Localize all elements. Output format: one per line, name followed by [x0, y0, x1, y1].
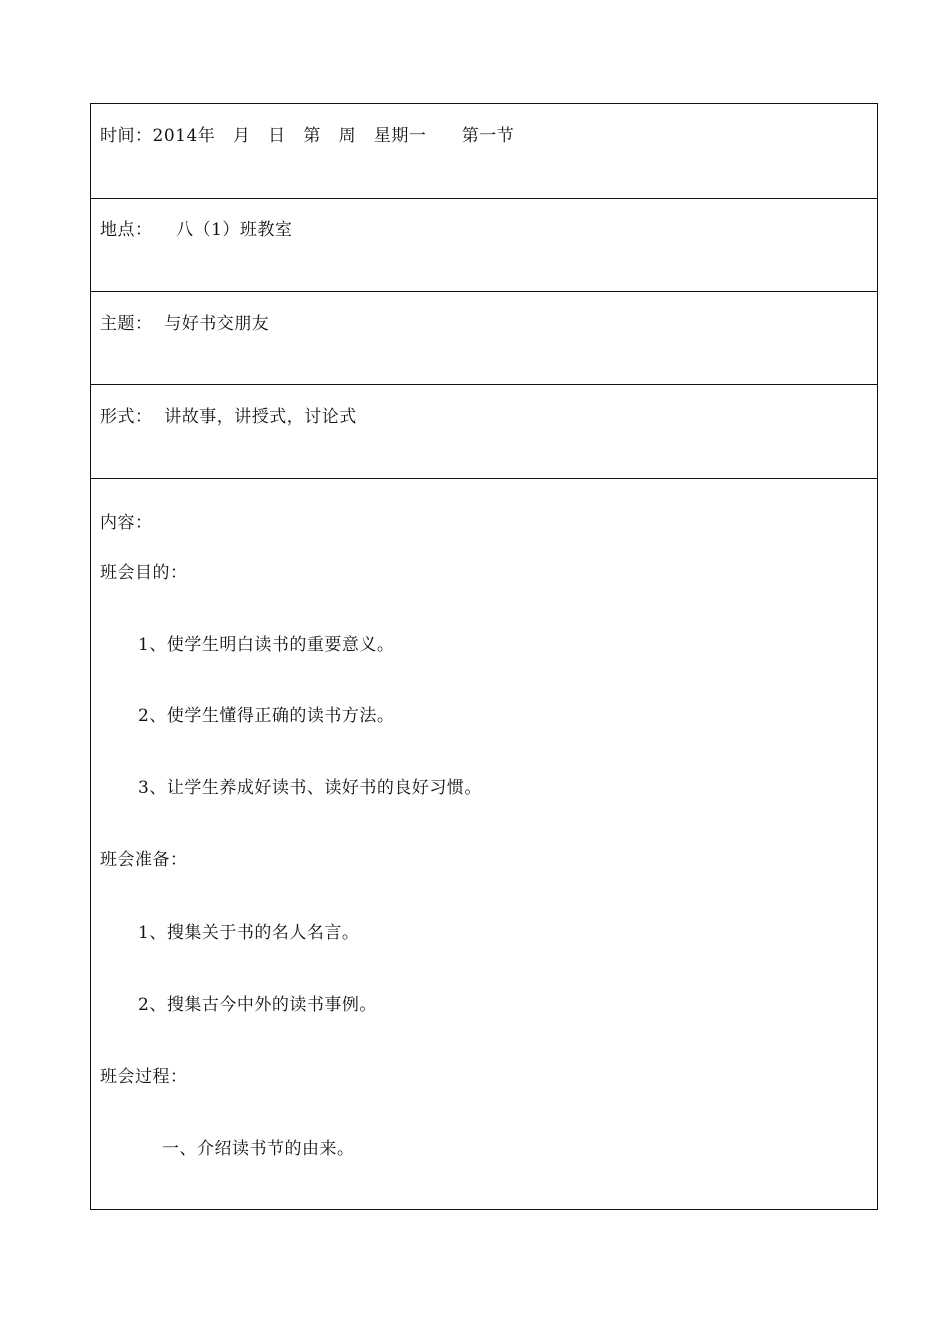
prep-item-2: 2、搜集古今中外的读书事例。	[138, 995, 377, 1015]
row-time	[91, 104, 877, 199]
prep-heading: 班会准备：	[100, 850, 188, 870]
format-text: 形式： 讲故事，讲授式，讨论式	[100, 407, 357, 427]
row-location	[91, 199, 877, 292]
process-heading: 班会过程：	[100, 1067, 188, 1087]
goal-heading: 班会目的：	[100, 563, 188, 583]
goal-item-2: 2、使学生懂得正确的读书方法。	[138, 706, 395, 726]
process-step-1: 一、介绍读书节的由来。	[162, 1139, 355, 1159]
goal-item-3: 3、让学生养成好读书、读好书的良好习惯。	[138, 778, 482, 798]
theme-text: 主题： 与好书交朋友	[100, 314, 270, 334]
location-text: 地点： 八（1）班教室	[100, 220, 293, 240]
time-text: 时间：2014年 月 日 第 周 星期一 第一节	[100, 126, 515, 146]
class-meeting-record-table	[90, 103, 878, 1210]
row-format	[91, 385, 877, 479]
row-theme	[91, 292, 877, 385]
goal-item-1: 1、使学生明白读书的重要意义。	[138, 635, 395, 655]
row-content	[91, 479, 877, 1209]
content-label: 内容：	[100, 513, 153, 533]
prep-item-1: 1、搜集关于书的名人名言。	[138, 923, 360, 943]
